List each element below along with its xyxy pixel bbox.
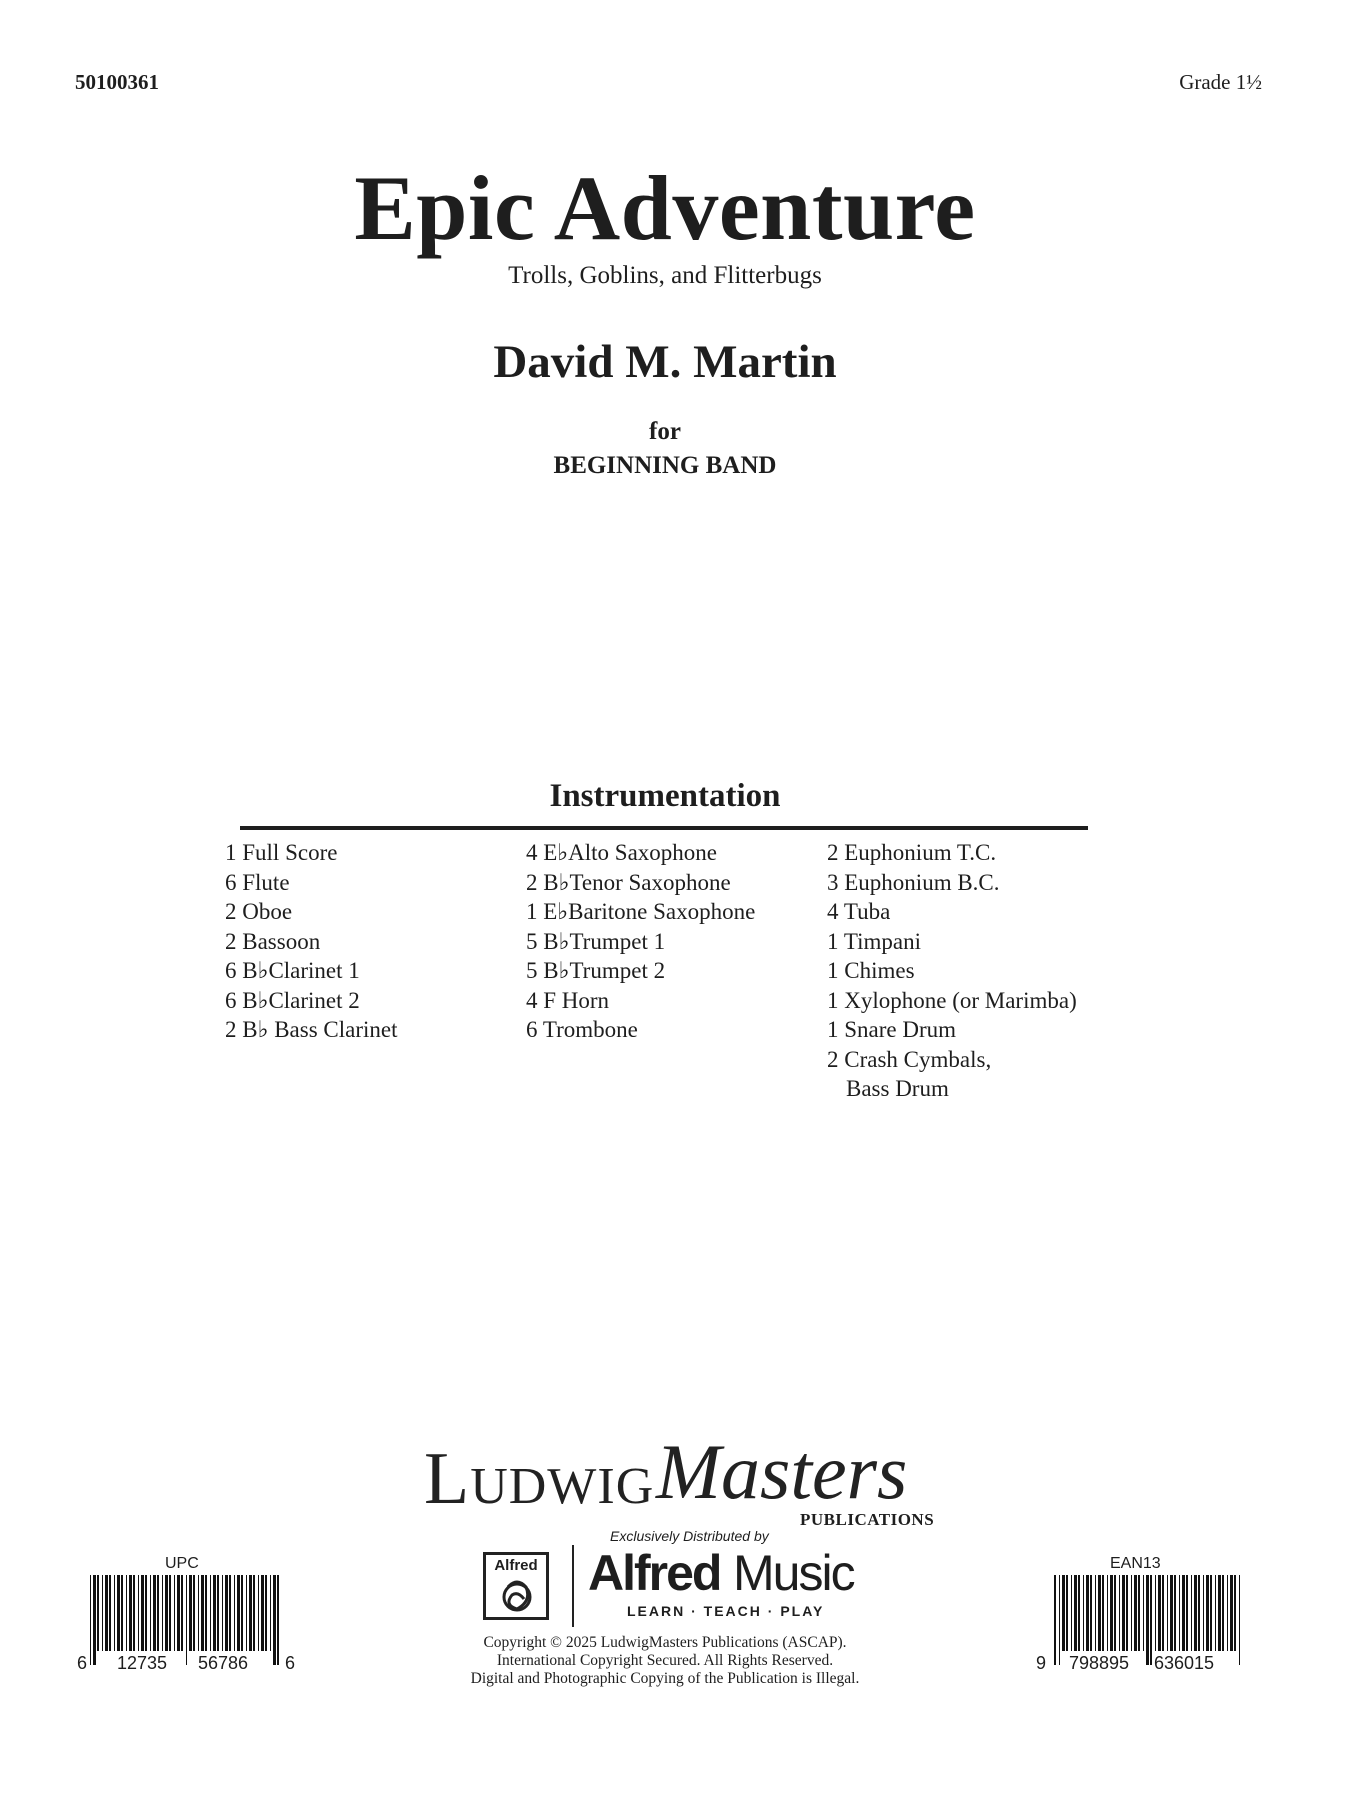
upc-barcode <box>90 1575 280 1665</box>
logo-divider <box>572 1545 574 1627</box>
barcode-bar <box>126 1575 127 1651</box>
instrument-item: 5 B♭Trumpet 2 <box>526 958 666 983</box>
barcode-bar <box>241 1575 243 1651</box>
barcode-bar <box>270 1575 271 1651</box>
ean-label: EAN13 <box>1110 1555 1161 1572</box>
barcode-bar <box>198 1575 199 1651</box>
logo-publications: PUBLICATIONS <box>800 1510 935 1529</box>
barcode-bar <box>229 1575 231 1651</box>
barcode-bar <box>114 1575 115 1651</box>
barcode-bar <box>1095 1575 1096 1651</box>
barcode-bar <box>258 1575 259 1651</box>
barcode-bar <box>1194 1575 1197 1651</box>
copyright-line: Copyright © 2025 LudwigMasters Publications (ASCAP). <box>483 1634 847 1651</box>
barcode-bar <box>150 1575 151 1651</box>
subtitle: Trolls, Goblins, and Flitterbugs <box>508 262 822 289</box>
barcode-bar <box>265 1575 267 1651</box>
instrument-item: 2 B♭ Bass Clarinet <box>225 1017 398 1042</box>
barcode-bar <box>1186 1575 1188 1651</box>
barcode-bar <box>193 1575 195 1651</box>
alfred-box-logo <box>483 1552 549 1620</box>
barcode-bar <box>201 1575 204 1651</box>
upc-digit-group: 6 <box>285 1653 296 1673</box>
barcode-bar <box>1158 1575 1161 1651</box>
barcode-bar <box>1146 1575 1149 1665</box>
ludwigmasters-logo <box>424 1425 935 1540</box>
barcode-bar <box>1230 1575 1233 1651</box>
barcode-bar <box>1114 1575 1116 1651</box>
barcode-bar <box>1210 1575 1212 1651</box>
barcode-bar <box>1119 1575 1120 1651</box>
barcode-bar <box>1138 1575 1140 1651</box>
barcode-bar <box>1155 1575 1156 1651</box>
barcode-bar <box>133 1575 135 1651</box>
composer: David M. Martin <box>493 336 837 388</box>
upc-label: UPC <box>165 1555 199 1572</box>
logo-masters: Masters <box>656 1428 908 1515</box>
barcode-bar <box>205 1575 207 1651</box>
barcode-bar <box>117 1575 120 1651</box>
instrument-item: 2 Crash Cymbals, <box>827 1046 992 1072</box>
logo-ludwig: Ludwig <box>424 1438 655 1520</box>
instrument-item: 2 Euphonium T.C. <box>827 840 997 865</box>
instrument-column-1 <box>225 838 397 1045</box>
instrument-item: 1 Timpani <box>827 928 921 954</box>
barcode-bar <box>157 1575 159 1651</box>
barcode-bar <box>1162 1575 1164 1651</box>
treble-clef-icon <box>498 1575 536 1615</box>
barcode-bar <box>225 1575 228 1651</box>
upc-digit-group: 12735 <box>117 1653 168 1673</box>
barcode-bar <box>109 1575 111 1651</box>
barcode-bar <box>217 1575 219 1651</box>
for-label: for <box>649 418 681 445</box>
barcode-bar <box>1059 1575 1060 1665</box>
instrument-item: 2 Oboe <box>225 899 293 924</box>
barcode-bar <box>169 1575 171 1651</box>
barcode-bar <box>145 1575 147 1651</box>
instrument-item: Bass Drum <box>846 1076 949 1101</box>
title: Epic Adventure <box>354 157 976 259</box>
barcode-bar <box>1239 1575 1240 1665</box>
barcode-bar <box>153 1575 156 1651</box>
barcode-bar <box>1083 1575 1084 1651</box>
instrument-item: 2 Bassoon <box>225 928 321 954</box>
barcode-bar <box>1150 1575 1152 1665</box>
instrument-item: 1 Full Score <box>225 840 338 865</box>
instrument-item: 1 E♭Baritone Saxophone <box>526 899 756 924</box>
barcode-bar <box>1062 1575 1065 1651</box>
barcode-bar <box>1227 1575 1228 1651</box>
instrument-item: 1 Snare Drum <box>827 1017 957 1042</box>
barcode-bar <box>1143 1575 1144 1651</box>
barcode-bar <box>141 1575 144 1651</box>
instrumentation-heading: Instrumentation <box>549 778 781 814</box>
barcode-bar <box>162 1575 163 1651</box>
barcode-bar <box>186 1575 187 1665</box>
grade-level: Grade 1½ <box>1179 70 1262 94</box>
barcode-bar <box>174 1575 175 1651</box>
alfred-word: Alfred <box>588 1545 721 1601</box>
barcode-bar <box>165 1575 168 1651</box>
instrument-item: 3 Euphonium B.C. <box>827 869 1000 895</box>
copyright-line: International Copyright Secured. All Rights Reserved. <box>496 1652 834 1669</box>
barcode-bar <box>1074 1575 1077 1651</box>
ean-digit-group: 798895 <box>1069 1653 1130 1673</box>
barcode-bar <box>90 1575 91 1665</box>
barcode-bar <box>1090 1575 1092 1651</box>
barcode-bar <box>93 1575 96 1665</box>
instrument-item: 1 Xylophone (or Marimba) <box>827 987 1077 1013</box>
barcode-bar <box>177 1575 180 1651</box>
upc-digit-group: 56786 <box>198 1653 249 1673</box>
barcode-bar <box>97 1575 99 1651</box>
barcode-bar <box>1167 1575 1168 1651</box>
barcode-bar <box>1191 1575 1192 1651</box>
barcode-bar <box>189 1575 192 1651</box>
barcode-bar <box>237 1575 240 1651</box>
barcode-bar <box>213 1575 216 1651</box>
barcode-bar <box>1222 1575 1224 1651</box>
barcode-bar <box>253 1575 255 1651</box>
barcode-bar <box>102 1575 103 1651</box>
instrument-item: 6 B♭Clarinet 2 <box>225 987 360 1013</box>
instrument-item: 4 E♭Alto Saxophone <box>526 840 717 865</box>
barcode-bar <box>121 1575 123 1651</box>
barcode-bar <box>1182 1575 1185 1651</box>
barcode-bar <box>1086 1575 1089 1651</box>
barcode-bar <box>222 1575 223 1651</box>
barcode-bar <box>210 1575 211 1651</box>
instrument-item: 6 Trombone <box>526 1017 638 1042</box>
ean-digit-group: 9 <box>1036 1653 1047 1673</box>
barcode-bar <box>1126 1575 1128 1651</box>
upc-digit-group: 6 <box>77 1653 88 1673</box>
barcode-bar <box>138 1575 139 1651</box>
barcode-bar <box>1078 1575 1080 1651</box>
alfred-box-label: Alfred <box>494 1557 538 1574</box>
distributed-by: Exclusively Distributed by <box>610 1528 769 1544</box>
barcode-bar <box>1107 1575 1108 1651</box>
ensemble: BEGINNING BAND <box>553 452 777 479</box>
barcode-bar <box>1218 1575 1221 1651</box>
catalog-number: 50100361 <box>75 70 159 94</box>
instrument-item: 5 B♭Trumpet 1 <box>526 928 666 954</box>
barcode-bar <box>1131 1575 1132 1651</box>
barcode-bar <box>1071 1575 1072 1651</box>
heading-rule <box>240 826 1088 830</box>
barcode-bar <box>1098 1575 1101 1651</box>
instrument-item: 4 Tuba <box>827 899 891 924</box>
barcode-bar <box>181 1575 183 1651</box>
barcode-bar <box>1054 1575 1056 1665</box>
instrument-column-3 <box>827 838 1077 1104</box>
instrument-item: 6 Flute <box>225 869 290 895</box>
barcode-bar <box>1203 1575 1204 1651</box>
barcode-bar <box>1234 1575 1236 1651</box>
barcode-bar <box>1122 1575 1125 1651</box>
barcode-bar <box>273 1575 276 1665</box>
instrument-item: 2 B♭Tenor Saxophone <box>526 869 731 895</box>
barcode-bar <box>1174 1575 1176 1651</box>
barcode-bar <box>105 1575 108 1651</box>
barcode-bar <box>1179 1575 1180 1651</box>
barcode-bar <box>1066 1575 1068 1651</box>
barcode-bar <box>246 1575 247 1651</box>
barcode-bar <box>1102 1575 1104 1651</box>
copyright-line: Digital and Photographic Copying of the Publication is Illegal. <box>470 1670 860 1687</box>
ean-barcode <box>1054 1575 1242 1665</box>
instrument-column-2 <box>526 838 755 1045</box>
instrument-item: 4 F Horn <box>526 987 610 1013</box>
barcode-bar <box>1134 1575 1137 1651</box>
barcode-bar <box>1170 1575 1173 1651</box>
barcode-bar <box>1206 1575 1209 1651</box>
barcode-bar <box>261 1575 264 1651</box>
barcode-bar <box>277 1575 279 1665</box>
alfred-tagline: LEARN · TEACH · PLAY <box>627 1603 825 1619</box>
barcode-bar <box>1110 1575 1113 1651</box>
music-word: Music <box>733 1545 854 1601</box>
ean-digit-group: 636015 <box>1154 1653 1215 1673</box>
instrument-item: 6 B♭Clarinet 1 <box>225 958 360 983</box>
barcode-bar <box>249 1575 252 1651</box>
barcode-bar <box>129 1575 132 1651</box>
barcode-bar <box>1215 1575 1216 1651</box>
instrument-item: 1 Chimes <box>827 958 915 983</box>
barcode-bar <box>1198 1575 1200 1651</box>
barcode-bar <box>234 1575 235 1651</box>
